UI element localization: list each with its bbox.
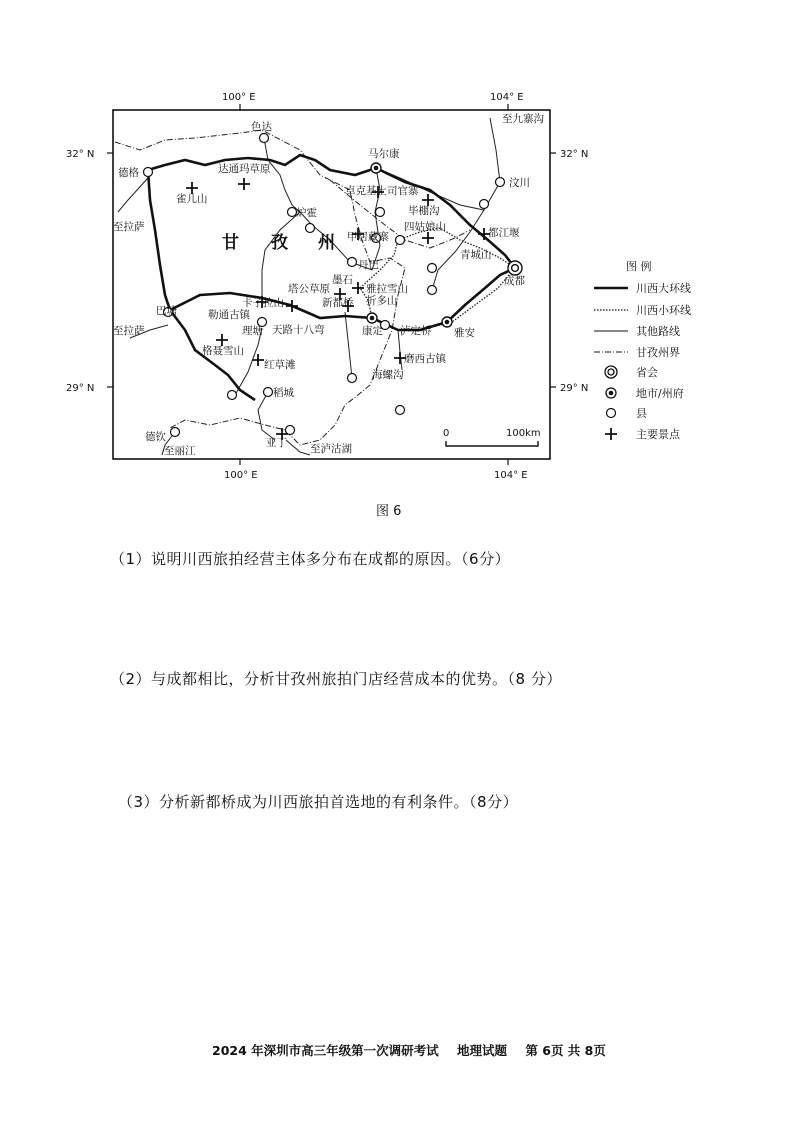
label-dege: 德格	[118, 167, 139, 179]
region-label-3: 州	[318, 233, 335, 253]
label-danba: 丹巴	[358, 259, 379, 271]
label-zhuokeji: 卓克基土司官寨	[345, 185, 419, 197]
lat-29-left: 29° N	[66, 383, 95, 394]
label-xinduqiao: 新都桥	[322, 297, 354, 309]
label-letonggucheng: 勒通古镇	[208, 309, 250, 321]
footer-page: 第 6页 共 8页	[525, 1043, 606, 1058]
label-dazhamacaoyuan: 达通玛草原	[218, 163, 271, 175]
legend-scenic: 主要景点	[636, 428, 680, 441]
label-moshi: 墨石	[332, 274, 353, 286]
lon-100-bottom: 100° E	[224, 470, 258, 481]
legend-title: 图 例	[626, 260, 652, 273]
scale-zero: 0	[443, 428, 450, 439]
lon-104-top: 104° E	[490, 92, 524, 103]
label-queershan: 雀儿山	[176, 193, 208, 205]
label-yaan: 雅安	[454, 327, 475, 339]
legend-symbol-scenic	[605, 428, 617, 440]
legend-small-ring: 川西小环线	[636, 304, 691, 317]
legend-county: 县	[636, 407, 647, 420]
legend-symbol-county	[607, 409, 616, 418]
question-3: （3）分析新都桥成为川西旅拍首选地的有利条件。（8分）	[118, 793, 519, 811]
footer-title: 2024 年深圳市高三年级第一次调研考试	[212, 1043, 439, 1058]
label-daocheng: 稻城	[273, 387, 294, 399]
lon-100-top: 100° E	[222, 92, 256, 103]
legend	[594, 259, 691, 441]
label-ludingqiao: 泸定桥	[400, 325, 432, 337]
label-yading: 亚丁	[266, 437, 287, 449]
label-sigunianshan: 四姑娘山	[404, 221, 446, 233]
label-to-lhasa-2: 至拉萨	[113, 325, 145, 337]
legend-symbol-prefecture-dot	[609, 391, 614, 396]
label-yalaxueshan: 雅拉雪山	[366, 283, 408, 295]
label-chengdu: 成都	[504, 275, 525, 287]
label-wenchuan: 汶川	[509, 177, 530, 189]
label-jiajuzangzhai: 甲居藏寨	[347, 231, 389, 243]
legend-boundary: 甘孜州界	[636, 346, 680, 359]
lat-32-right: 32° N	[560, 149, 589, 160]
figure-6-map	[0, 0, 800, 500]
label-genyexueshan: 格聂雪山	[202, 345, 244, 357]
label-tagongcaoyuan: 塔公草原	[288, 283, 330, 295]
scale-bar	[443, 428, 541, 446]
lat-32-left: 32° N	[66, 149, 95, 160]
label-bipenggou: 毕棚沟	[408, 205, 440, 217]
page-footer	[212, 1041, 620, 1059]
label-kazilashan: 卡子拉山	[242, 297, 284, 309]
legend-big-ring: 川西大环线	[636, 282, 691, 295]
label-seda: 色达	[251, 121, 272, 133]
legend-symbol-capital-inner	[608, 369, 614, 375]
label-to-luguhu: 至泸沽湖	[310, 443, 352, 455]
label-to-lhasa-1: 至拉萨	[113, 221, 145, 233]
label-luhuo: 炉霍	[296, 207, 317, 219]
region-label-1: 甘	[222, 233, 239, 253]
label-tianlu18wan: 天路十八弯	[272, 324, 325, 336]
legend-prefecture: 地市/州府	[636, 387, 684, 400]
label-derong: 德钦	[145, 431, 166, 443]
capital-marker-chengdu	[508, 261, 522, 275]
label-kangding: 康定	[362, 325, 383, 337]
region-label-2: 孜	[271, 233, 288, 253]
label-moxigucheng: 磨西古镇	[404, 353, 446, 365]
label-batang: 巴塘	[156, 305, 177, 317]
label-dujiangyan: 都江堰	[488, 227, 520, 239]
label-maerkang: 马尔康	[368, 148, 400, 160]
question-2: （2）与成都相比，分析甘孜州旅拍门店经营成本的优势。（8 分）	[110, 670, 562, 688]
question-1: （1）说明川西旅拍经营主体多分布在成都的原因。（6分）	[110, 550, 511, 568]
scale-end: 100km	[506, 428, 541, 439]
lon-104-bottom: 104° E	[494, 470, 528, 481]
label-litang: 理塘	[242, 325, 263, 337]
label-zheduoshan: 折多山	[366, 295, 398, 307]
label-to-lijiang: 至丽江	[164, 445, 196, 457]
figure-caption: 图 6	[376, 504, 402, 519]
lat-29-right: 29° N	[560, 383, 589, 394]
label-qingchengshan: 青城山	[460, 249, 492, 261]
footer-subject: 地理试题	[457, 1043, 508, 1058]
label-hongcaotan: 红草滩	[264, 359, 296, 371]
legend-other-roads: 其他路线	[636, 325, 680, 338]
label-hailuogou: 海螺沟	[372, 369, 404, 381]
label-to-jiuzhaigou: 至九寨沟	[502, 113, 544, 125]
legend-capital: 省会	[636, 366, 658, 379]
